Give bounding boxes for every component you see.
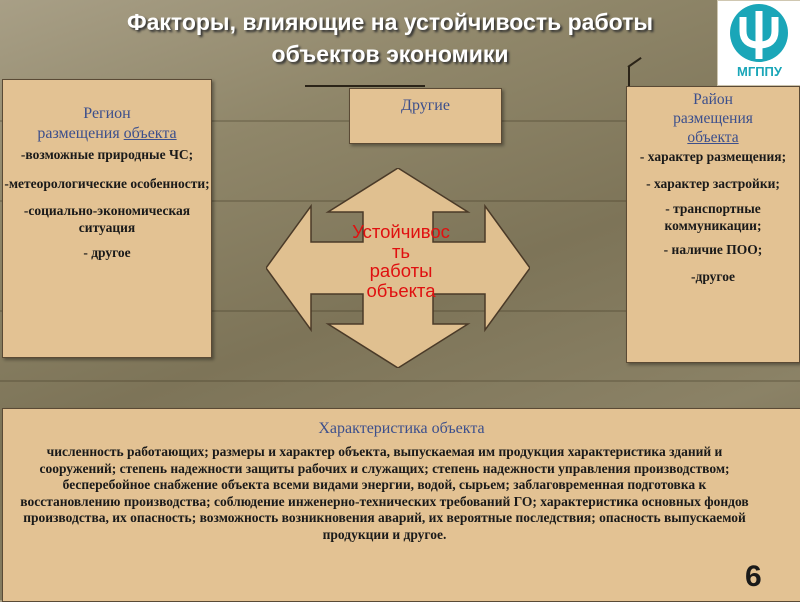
slide-number: 6 xyxy=(745,560,762,593)
district-item: -другое xyxy=(691,269,735,284)
slide-title-line1: Факторы, влияющие на устойчивость работы xyxy=(126,9,654,35)
center-label-line4: объекта xyxy=(366,279,436,301)
center-label xyxy=(326,222,476,300)
slide-title-line2: объектов экономики xyxy=(271,41,509,67)
region-title-underlined: объекта xyxy=(123,125,177,142)
district-heading xyxy=(627,90,799,147)
other-factors-box xyxy=(349,88,502,144)
object-characteristics-text: численность работающих; размеры и характер объекта, выпускаемая им продукция характеристика зданий и сооружений; степень надежности защиты рабочих и служащих; степень надежности управления производством; бесперебойное снабжение объекта всеми видами энергии, водой, сырьем; заблаговременная подготовка к восстановлению производства; соблюдение инженерно-технических требований ГО; характеристика основных фондов производства, их опасность; возможность возникновения аварий, их вероятные последствия; опасность выпускаемой продукции и другое. xyxy=(20,444,749,542)
district-item: - характер застройки; xyxy=(646,176,780,191)
region-title-line1: Регион xyxy=(83,105,131,122)
object-characteristics-title: Характеристика объекта xyxy=(318,420,485,437)
other-label: Другие xyxy=(401,97,450,114)
district-title-underlined: объекта xyxy=(687,129,739,146)
region-item: -социально-экономическая ситуация xyxy=(23,203,191,235)
district-item: - характер размещения; xyxy=(639,149,787,164)
region-heading xyxy=(3,104,211,144)
district-item: - наличие ПОО; xyxy=(663,242,763,257)
district-item: - транспортные коммуникации; xyxy=(664,201,762,233)
logo xyxy=(717,0,800,86)
district-factors-box xyxy=(626,86,800,363)
region-item: - другое xyxy=(83,245,131,260)
decorative-line xyxy=(305,85,425,87)
center-label-line3: работы xyxy=(369,260,433,281)
district-title-line2: размещения xyxy=(673,110,753,127)
region-factors-box xyxy=(2,79,212,358)
object-characteristics-box xyxy=(2,408,800,602)
psi-logo-icon xyxy=(718,1,800,65)
region-title-line2 xyxy=(3,124,211,144)
district-title-line1: Район xyxy=(693,91,733,108)
region-item: -возможные природные ЧС; xyxy=(20,147,194,162)
slide-title xyxy=(60,6,720,70)
logo-text: МГППУ xyxy=(737,64,782,79)
background-streak xyxy=(0,380,800,382)
center-label-line2: ть xyxy=(391,240,411,262)
center-label-line1: Устойчивос xyxy=(352,221,450,242)
region-title-text: размещения xyxy=(37,125,124,142)
region-item: -метеорологические особенности; xyxy=(4,176,210,191)
